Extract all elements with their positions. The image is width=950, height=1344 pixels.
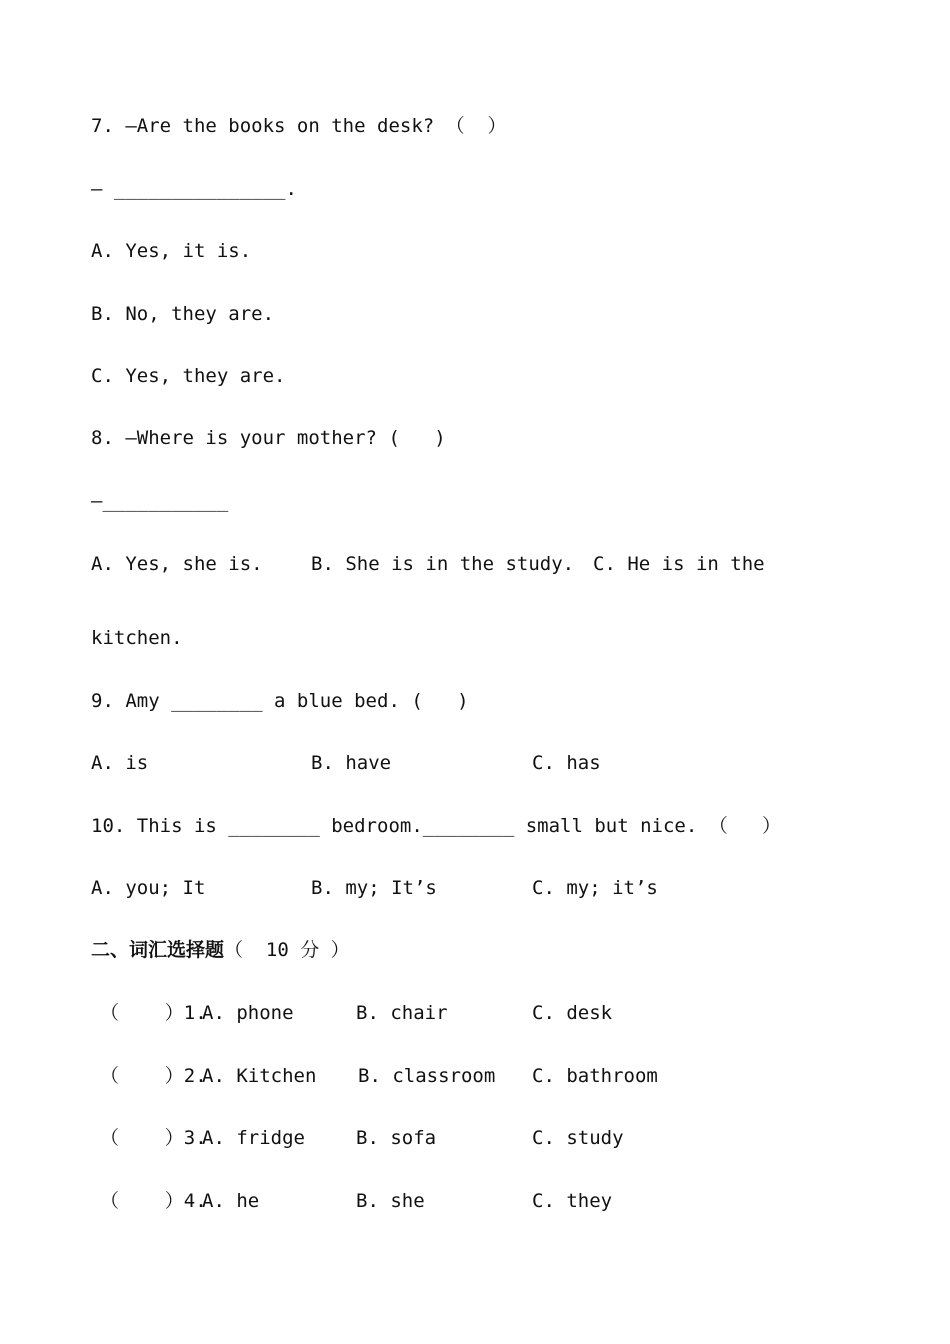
question-8-option-c: C. He is in the (593, 553, 765, 575)
question-7-stem (91, 114, 507, 138)
question-text: —Where is your mother? ( ) (125, 427, 446, 449)
vocab-item-1-option-b: B. chair (356, 1002, 448, 1024)
question-7-option-c: C. Yes, they are. (91, 365, 286, 387)
vocab-item-2-option-c: C. bathroom (532, 1065, 658, 1087)
question-9-option-b: B. have (311, 752, 392, 774)
section-score: （ 10 分 ） (224, 939, 350, 961)
vocab-item-3-option-b: B. sofa (356, 1127, 437, 1149)
vocab-item-1-option-a: A. phone (202, 1002, 294, 1024)
question-8-option-c-continued: kitchen. (91, 627, 183, 649)
question-text: This is ________ bedroom.________ small but nice. （ ） (136, 815, 782, 837)
vocab-item-3-option-c: C. study (532, 1127, 624, 1149)
question-8-option-a: A. Yes, she is. (91, 553, 263, 575)
vocab-item-4-option-c: C. they (532, 1190, 613, 1212)
vocab-item-2-option-b: B. classroom (358, 1065, 496, 1087)
question-10-option-c: C. my; it’s (532, 877, 658, 899)
question-9-option-a: A. is (91, 752, 149, 774)
vocab-item-3-option-a: A. fridge (202, 1127, 305, 1149)
question-7-option-a: A. Yes, it is. (91, 240, 252, 262)
question-8-option-b: B. She is in the study. (311, 553, 575, 575)
question-10-stem (91, 814, 781, 838)
question-8-stem (91, 426, 446, 450)
question-number: 9. (91, 690, 114, 712)
vocab-item-1-option-c: C. desk (532, 1002, 613, 1024)
question-8-answer-line: —___________ (91, 490, 229, 512)
question-text: Amy ________ a blue bed. ( ) (125, 690, 469, 712)
question-9-stem (91, 689, 469, 713)
section-2-heading (91, 938, 350, 962)
question-7-option-b: B. No, they are. (91, 303, 275, 325)
vocab-item-4-number: （ ）4. (100, 1190, 207, 1212)
question-10-option-b: B. my; It’s (311, 877, 437, 899)
question-7-answer-line: — _______________. (91, 178, 297, 200)
vocab-item-2-number: （ ）2. (100, 1065, 207, 1087)
section-title: 二、词汇选择题 (91, 939, 225, 961)
question-number: 10. (91, 815, 126, 837)
vocab-item-4-option-b: B. she (356, 1190, 425, 1212)
question-10-option-a: A. you; It (91, 877, 206, 899)
vocab-item-3-number: （ ）3. (100, 1127, 207, 1149)
vocab-item-2-option-a: A. Kitchen (202, 1065, 317, 1087)
question-9-option-c: C. has (532, 752, 601, 774)
vocab-item-4-option-a: A. he (202, 1190, 260, 1212)
question-text: —Are the books on the desk? （ ） (125, 115, 507, 137)
vocab-item-1-number: （ ）1. (100, 1002, 207, 1024)
question-number: 7. (91, 115, 114, 137)
question-number: 8. (91, 427, 114, 449)
